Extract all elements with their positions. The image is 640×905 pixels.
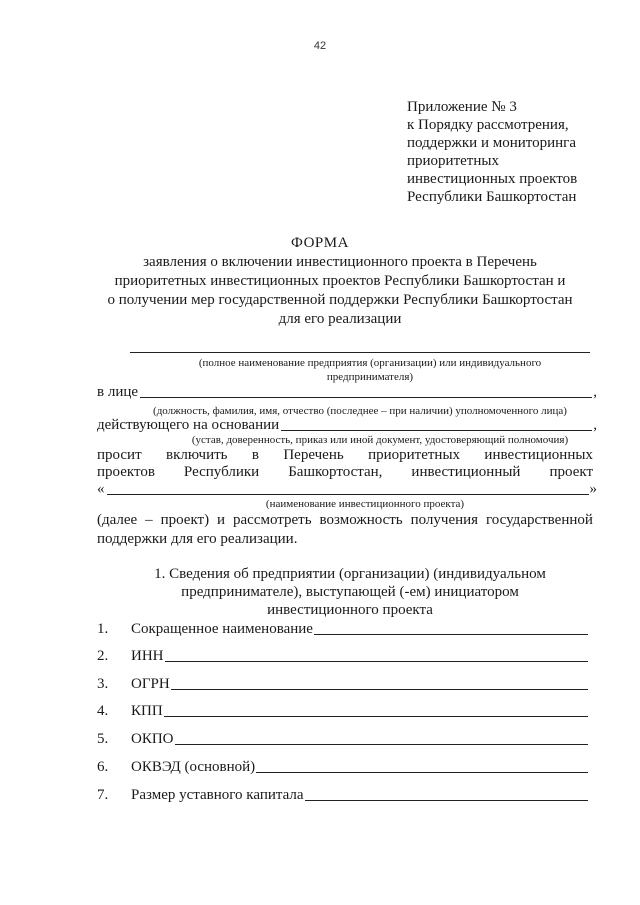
subtitle-line: о получении мер государственной поддержки Республики Башкортостан <box>107 292 573 308</box>
appendix-line: поддержки и мониторинга <box>407 135 576 151</box>
in-person-row <box>97 383 597 401</box>
word: включить <box>166 447 228 463</box>
field-label: ОКВЭД (основной) <box>131 759 256 775</box>
subtitle-line: приоритетных инвестиционных проектов Республики Башкортостан и <box>114 273 566 289</box>
subtitle-line: заявления о включении инвестиционного проекта в Перечень <box>143 254 537 270</box>
hint-line: (полное наименование предприятия (организации) или индивидуального <box>198 357 542 369</box>
section-title-line: инвестиционного проекта <box>267 602 433 618</box>
field-number: 2. <box>97 648 109 664</box>
word: приоритетных <box>368 447 461 463</box>
okved-field[interactable] <box>256 772 588 773</box>
word: проектов <box>97 464 155 480</box>
section-title-line: 1. Сведения об предприятии (организации) (индивидуальном <box>154 566 546 582</box>
section-title-line: предпринимателе), выступающей (-ем) инициатором <box>181 584 519 600</box>
basis-hint: (устав, доверенность, приказ или иной документ, удостоверяющий полномочия) <box>191 434 569 446</box>
field-number: 6. <box>97 759 109 775</box>
basis-comma: , <box>593 417 597 433</box>
field-label: Сокращенное наименование <box>131 621 313 637</box>
appendix-line: Республики Башкортостан <box>407 189 577 205</box>
word: Республики <box>183 464 260 480</box>
word: возможность <box>319 512 403 528</box>
close-quote: » <box>589 481 597 497</box>
appendix-line: Приложение № 3 <box>407 99 517 115</box>
basis-label: действующего на основании <box>97 417 280 433</box>
field-number: 4. <box>97 703 109 719</box>
field-number: 3. <box>97 676 109 692</box>
field-row-capital <box>97 785 588 805</box>
word: инвестиционный <box>411 464 521 480</box>
request-line-2 <box>97 463 593 481</box>
inn-field[interactable] <box>165 661 589 662</box>
request-paragraph-line-1 <box>97 511 593 530</box>
word: просит <box>97 447 142 463</box>
request-paragraph-line-2: поддержки для его реализации. <box>97 531 298 547</box>
page-number: 42 <box>313 40 327 52</box>
in-person-field[interactable] <box>140 397 592 398</box>
in-person-label: в лице <box>97 384 139 400</box>
ogrn-field[interactable] <box>171 689 588 690</box>
project-name-field[interactable] <box>107 494 589 495</box>
field-label: ОКПО <box>131 731 174 747</box>
word: – <box>145 512 153 528</box>
appendix-line: приоритетных <box>407 153 499 169</box>
field-label: КПП <box>131 703 163 719</box>
word: государственной <box>486 512 593 528</box>
word: проект) <box>160 512 210 528</box>
field-label: ОГРН <box>131 676 170 692</box>
basis-row <box>97 416 597 434</box>
project-name-hint: (наименование инвестиционного проекта) <box>265 498 465 510</box>
field-number: 1. <box>97 621 109 637</box>
request-line-1 <box>97 446 593 464</box>
okpo-field[interactable] <box>175 744 588 745</box>
subtitle-line: для его реализации <box>278 311 402 327</box>
hint-line: предпринимателя) <box>326 371 414 383</box>
applicant-name-hint <box>150 356 590 384</box>
word: рассмотреть <box>233 512 312 528</box>
word: Башкортостан, <box>288 464 383 480</box>
field-row-ogrn <box>97 674 588 694</box>
appendix-line: к Порядку рассмотрения, <box>407 117 569 133</box>
field-number: 5. <box>97 731 109 747</box>
field-row-okved <box>97 757 588 777</box>
section-1-title <box>110 565 590 619</box>
project-name-row <box>97 480 597 498</box>
word: (далее <box>97 512 138 528</box>
capital-field[interactable] <box>305 800 588 801</box>
kpp-field[interactable] <box>164 716 588 717</box>
applicant-name-field[interactable] <box>130 352 590 353</box>
appendix-line: инвестиционных проектов <box>407 171 578 187</box>
word: в <box>251 447 259 463</box>
form-subtitle <box>70 253 610 329</box>
word: и <box>217 512 226 528</box>
field-label: Размер уставного капитала <box>131 787 304 803</box>
word: проект <box>549 464 593 480</box>
field-number: 7. <box>97 787 109 803</box>
field-row-inn <box>97 646 588 666</box>
short-name-field[interactable] <box>314 634 588 635</box>
word: Перечень <box>283 447 344 463</box>
word: получения <box>410 512 479 528</box>
field-row-kpp <box>97 701 588 721</box>
in-person-comma: , <box>593 384 597 400</box>
word: инвестиционных <box>484 447 593 463</box>
in-person-hint: (должность, фамилия, имя, отчество (последнее – при наличии) уполномоченного лица) <box>153 405 567 417</box>
field-row-short-name <box>97 619 588 639</box>
appendix-header <box>407 98 622 206</box>
open-quote: « <box>97 481 105 497</box>
form-title: ФОРМА <box>291 235 349 251</box>
field-row-okpo <box>97 729 588 749</box>
field-label: ИНН <box>131 648 164 664</box>
basis-field[interactable] <box>281 430 592 431</box>
